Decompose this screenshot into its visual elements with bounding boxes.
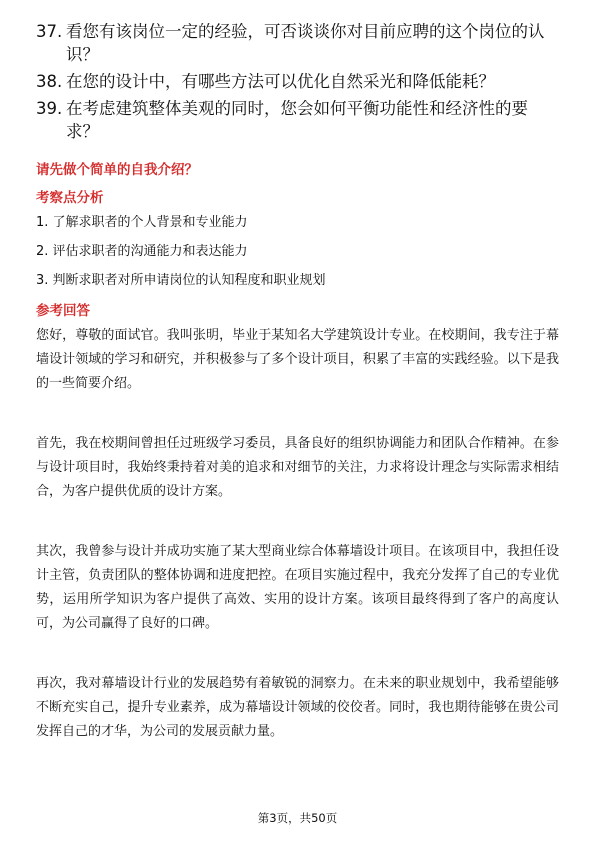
analysis-point-list xyxy=(36,213,559,291)
question-number: 39. xyxy=(36,99,63,118)
question-text: 看您有该岗位一定的经验，可否谈谈你对目前应聘的这个岗位的认识？ xyxy=(66,22,545,64)
question-item xyxy=(36,97,559,143)
section-title: 请先做个简单的自我介绍？ xyxy=(36,162,198,178)
answer-paragraph: 其次，我曾参与设计并成功实施了某大型商业综合体幕墙设计项目。在该项目中，我担任设计主管，负责团队的整体协调和进度把控。在项目实施过程中，我充分发挥了自己的专业优势，运用所学知识为客户提供了高效、实用的设计方案。该项目最终得到了客户的高度认可，为公司赢得了良好的口碑。 xyxy=(36,544,559,631)
answer-body xyxy=(36,324,559,744)
answer-paragraph: 再次，我对幕墙设计行业的发展趋势有着敏锐的洞察力。在未来的职业规划中，我希望能够不断充实自己，提升专业素养，成为幕墙设计领域的佼佼者。同时，我也期待能够在贵公司发挥自己的才华，为公司的发展贡献力量。 xyxy=(36,676,559,739)
question-item xyxy=(36,20,559,66)
question-text: 在您的设计中，有哪些方法可以优化自然采光和降低能耗？ xyxy=(66,72,495,91)
answer-paragraph: 首先，我在校期间曾担任过班级学习委员，具备良好的组织协调能力和团队合作精神。在参与设计项目时，我始终秉持着对美的追求和对细节的关注，力求将设计理念与实际需求相结合，为客户提供优质的设计方案。 xyxy=(36,436,559,499)
question-item xyxy=(36,70,559,93)
analysis-title: 考察点分析 xyxy=(36,190,104,206)
question-number: 38. xyxy=(36,72,63,91)
question-number: 37. xyxy=(36,22,63,41)
answer-title: 参考回答 xyxy=(36,303,90,319)
answer-paragraph: 您好，尊敬的面试官。我叫张明，毕业于某知名大学建筑设计专业。在校期间，我专注于幕墙设计领域的学习和研究，并积极参与了多个设计项目，积累了丰富的实践经验。以下是我的一些简要介绍。 xyxy=(36,328,559,391)
question-text: 在考虑建筑整体美观的同时，您会如何平衡功能性和经济性的要求？ xyxy=(66,99,528,141)
analysis-point: 3. 判断求职者对所申请岗位的认知程度和职业规划 xyxy=(36,273,326,288)
analysis-point: 1. 了解求职者的个人背景和专业能力 xyxy=(36,215,248,230)
analysis-point: 2. 评估求职者的沟通能力和表达能力 xyxy=(36,244,248,259)
question-list xyxy=(36,20,559,143)
page-footer: 第3页，共50页 xyxy=(257,811,338,825)
